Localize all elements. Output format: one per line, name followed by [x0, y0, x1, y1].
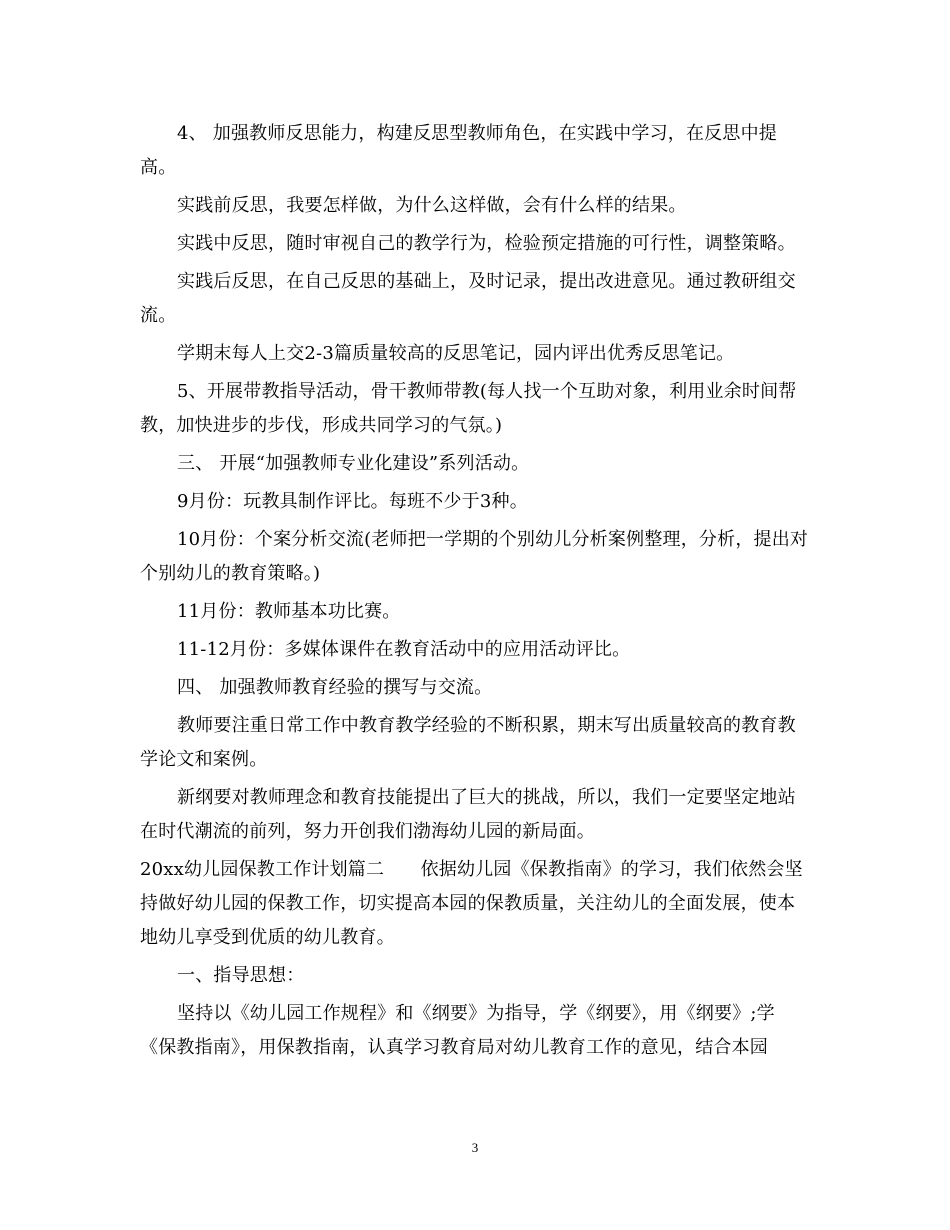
paragraph-october: 10月份：个案分析交流(老师把一学期的个别幼儿分析案例整理，分析，提出对个别幼儿的教育策略。) — [140, 529, 809, 584]
paragraph-pre-practice-reflection: 实践前反思，我要怎样做，为什么这样做，会有什么样的结果。 — [177, 195, 687, 216]
paragraph-september: 9月份：玩教具制作评比。每班不少于3种。 — [177, 491, 528, 512]
document-body — [140, 117, 810, 1069]
paragraph-nov-dec: 11-12月份：多媒体课件在教育活动中的应用活动评比。 — [177, 639, 631, 660]
paragraph-in-practice-reflection: 实践中反思，随时审视自己的教学行为，检验预定措施的可行性，调整策略。 — [177, 233, 796, 254]
paragraph-new-outline: 新纲要对教师理念和教育技能提出了巨大的挑战，所以，我们一定要坚定地站在时代潮流的前列，努力开创我们渤海幼儿园的新局面。 — [140, 787, 796, 842]
paragraph-guiding-principles: 坚持以《幼儿园工作规程》和《纲要》为指导，学《纲要》，用《纲要》;学《保教指南》，用保教指南，认真学习教育局对幼儿教育工作的意见，结合本园 — [140, 1003, 775, 1058]
paragraph-teacher-experience: 教师要注重日常工作中教育教学经验的不断积累，期末写出质量较高的教育教学论文和案例。 — [140, 715, 796, 770]
paragraph-item-4-reflection: 4、 加强教师反思能力，构建反思型教师角色，在实践中学习，在反思中提高。 — [140, 123, 777, 178]
paragraph-november: 11月份：教师基本功比赛。 — [177, 601, 401, 622]
paragraph-post-practice-reflection: 实践后反思，在自己反思的基础上，及时记录，提出改进意见。通过教研组交流。 — [140, 271, 796, 326]
section-heading-three: 三、 开展“加强教师专业化建设”系列活动。 — [177, 453, 530, 474]
paragraph-item-5-mentoring: 5、开展带教指导活动，骨干教师带教(每人找一个互助对象，利用业余时间帮教，加快进步的步伐，形成共同学习的气氛。) — [140, 381, 797, 436]
section-heading-four: 四、 加强教师教育经验的撰写与交流。 — [177, 677, 493, 698]
section-heading-guiding-ideas: 一、指导思想： — [177, 965, 305, 986]
paragraph-semester-notes: 学期末每人上交2-3篇质量较高的反思笔记，园内评出优秀反思笔记。 — [177, 343, 735, 364]
page-number: 3 — [471, 1140, 479, 1155]
paragraph-plan-part-two: 20xx幼儿园保教工作计划篇二 依据幼儿园《保教指南》的学习，我们依然会坚持做好幼儿园的保教工作，切实提高本园的保教质量，关注幼儿的全面发展，使本地幼儿享受到优质的幼儿教育。 — [140, 859, 803, 948]
